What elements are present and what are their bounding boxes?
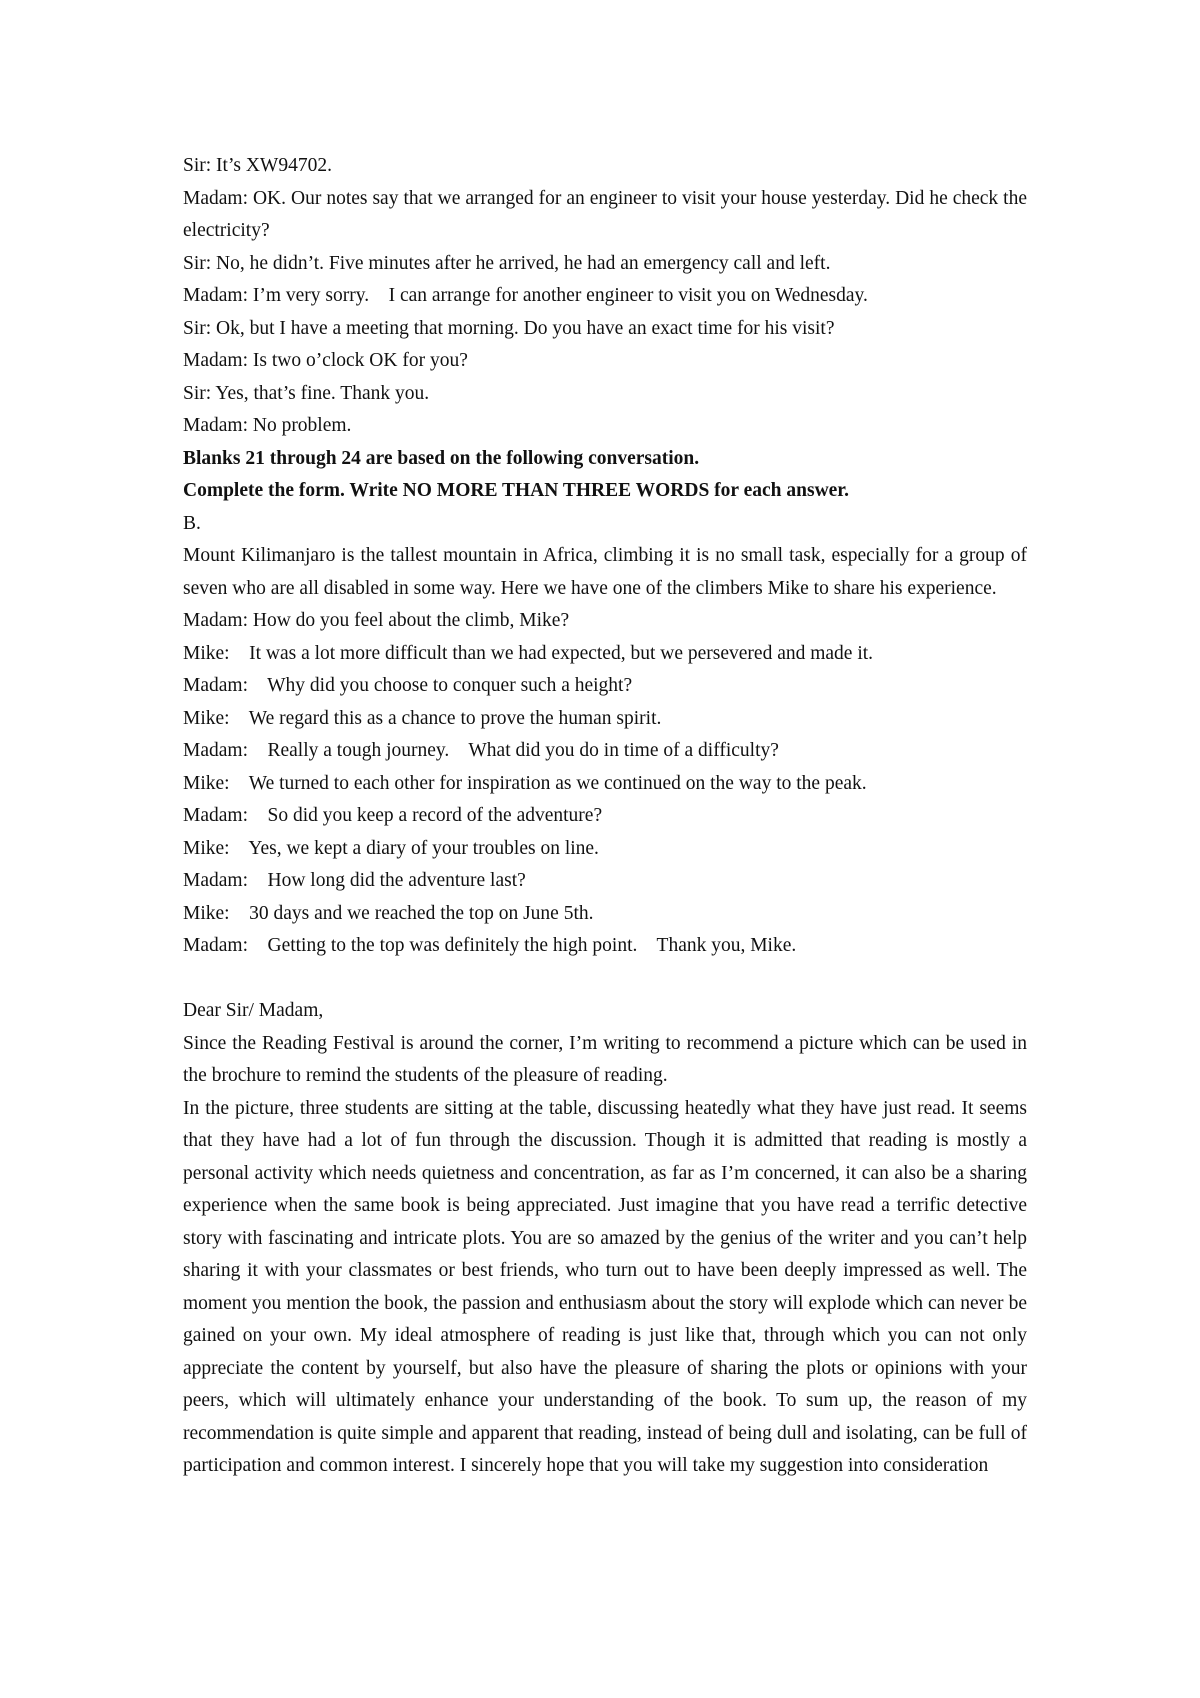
instruction-line: Complete the form. Write NO MORE THAN THREE WORDS for each answer.: [183, 480, 850, 501]
dialogue-line: Madam: Getting to the top was definitely the high point. Thank you, Mike.: [183, 935, 797, 956]
letter-paragraph: In the picture, three students are sitting at the table, discussing heatedly what they have just read. It seems that they have had a lot of fun through the discussion. Though it is admitted that reading is mostly a personal activity which needs quietness and concentration, as far as I’m concerned, it can also be a sharing experience when the same book is being appreciated. Just imagine that you have read a terrific detective story with fascinating and intricate plots. You are so amazed by the genius of the writer and you can’t help sharing it with your classmates or best friends, who turn out to have been deeply impressed as well. The moment you mention the book, the passion and enthusiasm about the story will explode which can never be gained on your own. My ideal atmosphere of reading is just like that, through which you can not only appreciate the content by yourself, but also have the pleasure of sharing the plots or opinions with your peers, which will ultimately enhance your understanding of the book. To sum up, the reason of my recommendation is quite simple and apparent that reading, instead of being dull and isolating, can be full of participation and common interest. I sincerely hope that you will take my suggestion into consideration: [183, 1097, 1032, 1476]
section-spacer: [183, 963, 1027, 996]
dialogue-line: Madam: How do you feel about the climb, Mike?: [183, 610, 570, 631]
section-label: B.: [183, 512, 201, 534]
letter: [183, 995, 1032, 1483]
dialogue-line: Sir: Yes, that’s fine. Thank you.: [183, 382, 430, 404]
dialogue-b: [183, 605, 1027, 963]
dialogue-line: Madam: So did you keep a record of the adventure?: [183, 805, 603, 826]
section-intro: Mount Kilimanjaro is the tallest mountain in Africa, climbing it is no small task, especially for a group of seven who are all disabled in some way. Here we have one of the climbers Mike to share his experience.: [183, 545, 1032, 599]
letter-salutation: Dear Sir/ Madam,: [183, 1000, 324, 1021]
dialogue-line: Sir: No, he didn’t. Five minutes after he arrived, he had an emergency call and left.: [183, 252, 831, 274]
dialogue-line: Madam: OK. Our notes say that we arranged for an engineer to visit your house yesterday. Did he check the electricity?: [183, 187, 1032, 241]
dialogue-line: Madam: How long did the adventure last?: [183, 870, 526, 891]
dialogue-line: Madam: Is two o’clock OK for you?: [183, 350, 468, 371]
dialogue-line: Madam: Why did you choose to conquer such a height?: [183, 675, 633, 696]
instructions: [183, 443, 1027, 508]
dialogue-line: Madam: I’m very sorry. I can arrange for another engineer to visit you on Wednesday.: [183, 285, 868, 306]
dialogue-line: Mike: Yes, we kept a diary of your troubles on line.: [183, 837, 599, 859]
dialogue-a: [183, 150, 1032, 443]
dialogue-line: Mike: We regard this as a chance to prove the human spirit.: [183, 707, 662, 729]
document-page: [183, 150, 1032, 1483]
instruction-line: Blanks 21 through 24 are based on the following conversation.: [183, 447, 700, 469]
dialogue-line: Madam: No problem.: [183, 415, 352, 436]
dialogue-line: Sir: It’s XW94702.: [183, 155, 332, 176]
dialogue-line: Mike: 30 days and we reached the top on June 5th.: [183, 902, 594, 924]
letter-paragraph: Since the Reading Festival is around the corner, I’m writing to recommend a picture which can be used in the brochure to remind the students of the pleasure of reading.: [183, 1032, 1032, 1086]
dialogue-line: Mike: We turned to each other for inspiration as we continued on the way to the peak.: [183, 772, 867, 794]
dialogue-line: Madam: Really a tough journey. What did you do in time of a difficulty?: [183, 740, 779, 761]
dialogue-line: Mike: It was a lot more difficult than we had expected, but we persevered and made it.: [183, 642, 874, 664]
dialogue-line: Sir: Ok, but I have a meeting that morning. Do you have an exact time for his visit?: [183, 317, 835, 339]
